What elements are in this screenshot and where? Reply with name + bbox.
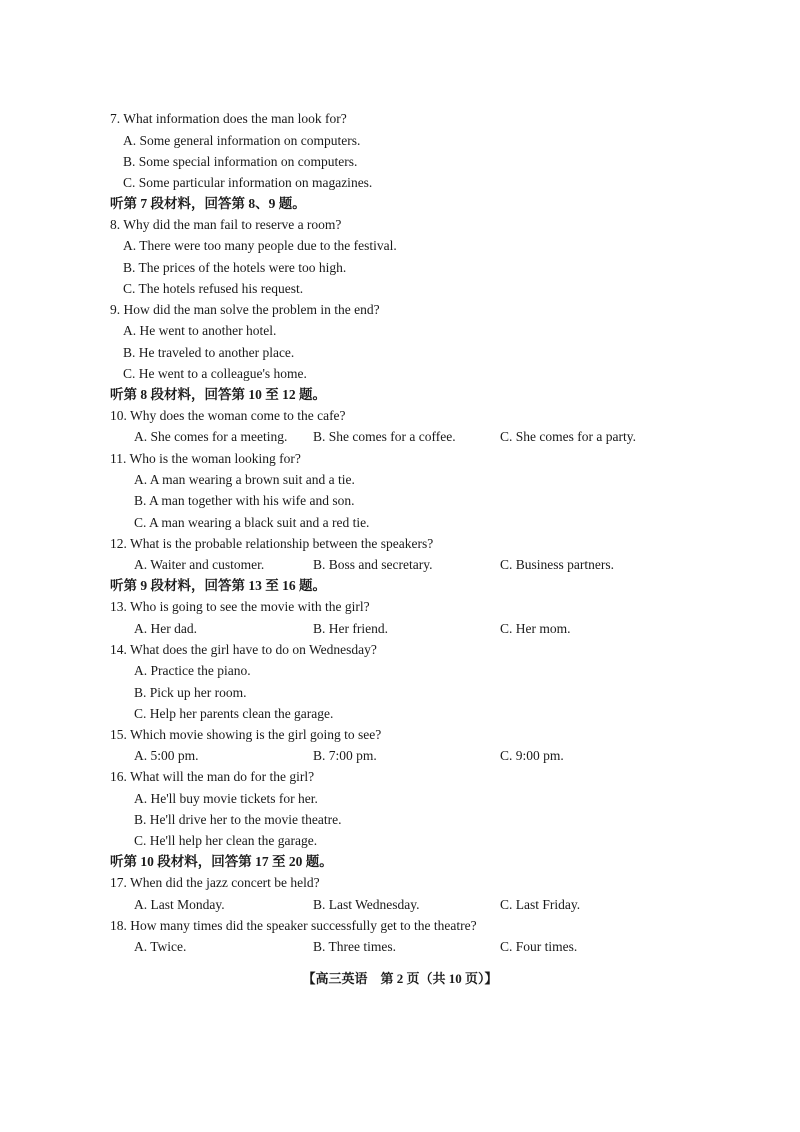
question-9-option-c: C. He went to a colleague's home.	[123, 366, 307, 381]
question-13-option-c: C. Her mom.	[500, 621, 571, 636]
question-16-stem: 16. What will the man do for the girl?	[110, 769, 315, 784]
question-8-option-c: C. The hotels refused his request.	[123, 281, 304, 296]
question-12-option-a: A. Waiter and customer.	[134, 557, 265, 572]
question-14-option-a: A. Practice the piano.	[134, 663, 251, 678]
question-18-stem: 18. How many times did the speaker successfully get to the theatre?	[110, 918, 477, 933]
question-7-option-b: B. Some special information on computers.	[123, 154, 358, 169]
question-18-option-b: B. Three times.	[313, 939, 396, 954]
question-14-stem: 14. What does the girl have to do on Wednesday?	[110, 642, 377, 657]
question-9-option-a: A. He went to another hotel.	[123, 323, 277, 338]
question-15-option-c: C. 9:00 pm.	[500, 748, 564, 763]
question-14-option-c: C. Help her parents clean the garage.	[134, 706, 334, 721]
question-18-option-c: C. Four times.	[500, 939, 578, 954]
question-11-option-a: A. A man wearing a brown suit and a tie.	[134, 472, 355, 487]
question-16-option-c: C. He'll help her clean the garage.	[134, 833, 318, 848]
section-heading-8: 听第 8 段材料，回答第 10 至 12 题。	[110, 387, 326, 402]
question-11-option-c: C. A man wearing a black suit and a red tie.	[134, 515, 370, 530]
question-15-option-b: B. 7:00 pm.	[313, 748, 377, 763]
question-15-stem: 15. Which movie showing is the girl going to see?	[110, 727, 382, 742]
question-10-option-b: B. She comes for a coffee.	[313, 429, 456, 444]
question-15-option-a: A. 5:00 pm.	[134, 748, 199, 763]
question-12-option-c: C. Business partners.	[500, 557, 614, 572]
question-13-option-a: A. Her dad.	[134, 621, 197, 636]
question-16-option-a: A. He'll buy movie tickets for her.	[134, 791, 318, 806]
question-17-stem: 17. When did the jazz concert be held?	[110, 875, 320, 890]
question-8-option-a: A. There were too many people due to the festival.	[123, 238, 397, 253]
question-7-option-a: A. Some general information on computers.	[123, 133, 361, 148]
question-7-option-c: C. Some particular information on magazines.	[123, 175, 373, 190]
question-8-stem: 8. Why did the man fail to reserve a room?	[110, 217, 342, 232]
question-12-option-b: B. Boss and secretary.	[313, 557, 433, 572]
question-17-option-b: B. Last Wednesday.	[313, 897, 420, 912]
question-14-option-b: B. Pick up her room.	[134, 685, 247, 700]
question-9-stem: 9. How did the man solve the problem in the end?	[110, 302, 380, 317]
question-13-stem: 13. Who is going to see the movie with the girl?	[110, 599, 370, 614]
question-17-option-a: A. Last Monday.	[134, 897, 225, 912]
section-heading-7: 听第 7 段材料，回答第 8、9 题。	[110, 196, 306, 211]
question-10-option-a: A. She comes for a meeting.	[134, 429, 288, 444]
question-16-option-b: B. He'll drive her to the movie theatre.	[134, 812, 342, 827]
section-heading-9: 听第 9 段材料，回答第 13 至 16 题。	[110, 578, 326, 593]
question-11-option-b: B. A man together with his wife and son.	[134, 493, 355, 508]
question-17-option-c: C. Last Friday.	[500, 897, 581, 912]
question-18-option-a: A. Twice.	[134, 939, 187, 954]
question-12-stem: 12. What is the probable relationship between the speakers?	[110, 536, 434, 551]
question-10-option-c: C. She comes for a party.	[500, 429, 636, 444]
question-9-option-b: B. He traveled to another place.	[123, 345, 295, 360]
page-footer: 【高三英语 第 2 页（共 10 页）】	[302, 971, 498, 986]
question-7-stem: 7. What information does the man look for?	[110, 111, 347, 126]
question-8-option-b: B. The prices of the hotels were too high.	[123, 260, 347, 275]
question-11-stem: 11. Who is the woman looking for?	[110, 451, 301, 466]
section-heading-10: 听第 10 段材料，回答第 17 至 20 题。	[110, 854, 333, 869]
question-13-option-b: B. Her friend.	[313, 621, 388, 636]
question-10-stem: 10. Why does the woman come to the cafe?	[110, 408, 346, 423]
